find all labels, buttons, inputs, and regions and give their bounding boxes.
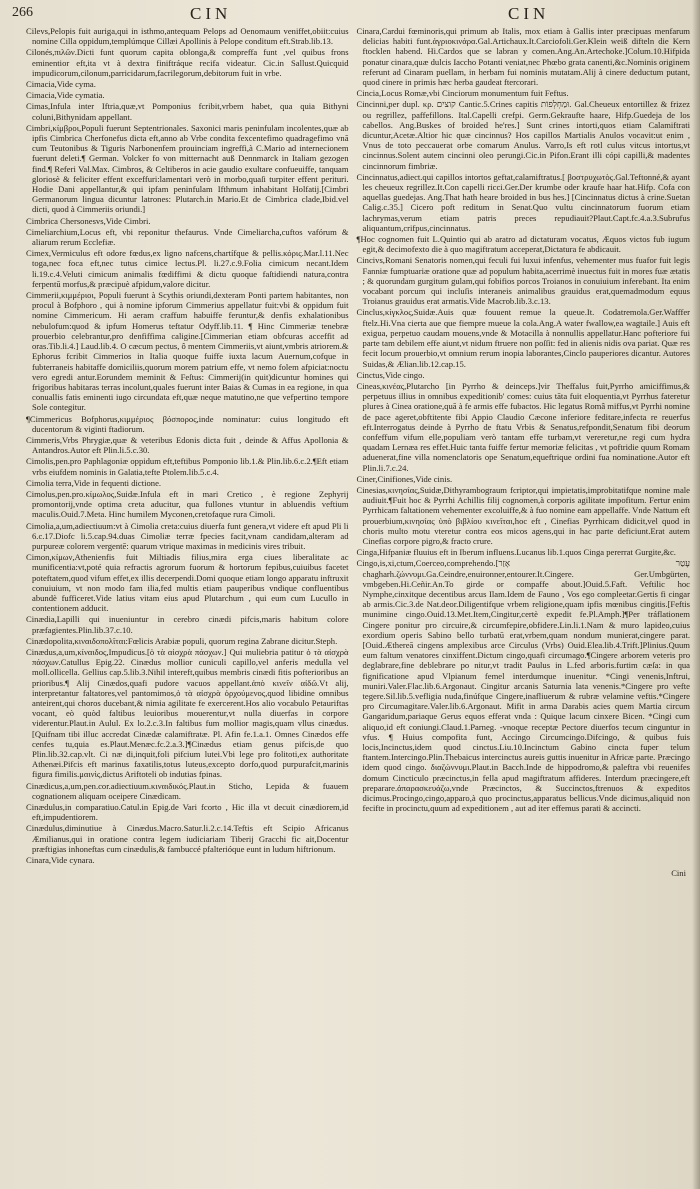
running-headword-left: CIN — [190, 4, 232, 23]
dictionary-entry: Cimacia,Vide cyma. — [26, 79, 96, 90]
dictionary-entry: Cinctus,Vide cingo. — [356, 369, 425, 380]
left-column — [26, 26, 349, 866]
dictionary-entry: Cinga,Hifpaniæ fluuius eft in Iberum influens.Lucanus lib.1.quos Cinga pererrat Gurgite,&c. — [356, 547, 676, 558]
dictionary-entry: Cingo,is,xi,ctum,Coerceo,comprehendo.[עָטַר אָזַר chagharh.ζώννυμι.Ga.Ceindre,enuironner,entourer.It.Cingere. Ger.Umbgürten, vmbgeben.Hi.Ceñir.An.To girde or compaffe about.]Ouid.5.Faft. Veftilic hoc Nymphe,cinxitque decentibus arcus Ilam.Idem de Fauno , Vos ego compleetar.Gertis fi cingar ab armis.Cic.3.de Nat.deor.Diligentifque vrbem religione,quam ipfis mœnibus cingitis.[Feftis munimine cingo.Ouid.13.Met.Item,Cingitur,certè expedit fe.Pl.Amph.]¶Per tráflationem Cingere ponitur pro circuire,& circumfepire,obfidere.Lin.li.1.Nam & muro lapideo,cuius exordium operis Sabino bello turbatū erat,vrbem,quam nondum munierat,cingere parat.[Ouid.Æthereā cingens amplexibus arce Circulus (Vrbs) Ouid.Elea.lib.4.Trift.]Plinius.Quum eum faltum venatores cinxiffent.Dictum cingo,quafi circumago.¶Cingere arborem veteris pro deglabrare,fine deblebrare po nitur,vt tradit Paulus in L.fed arboris.furtim cæſa: in qua fignificatione apud Vlpianum femel interdumque inuenitur. *Cingi venenis,Inftrui, muniri.Valer.Flac.lib.6.Argonaut. Cingitur arcanis Saturnia lata venenis.*Cingere pro vefte tegere.Sil.lib.5.vefligia nuda,finúfque Cingere,inafliuerum & rubræ velamine veftis.*Cingere pro Circumagitare.Valer.lib.6.Argonaut. Mifit in arma Darabis acies quem Martia circum Gangaridum,pariaque Gerus equos efferat vnda : Quique lacum cinxere Bicen. *Cingi cum aliquo,id eft coniungi.Claud.1.Parneg. -vnoque receptæ Pectore diuerfos tecum cinguntur in vfus. ¶ Huius compofita funt, Accingo Circumcingo.Difcingo, & quibus fuis locis,Incinctus,idem quod cinctus.Liu.10.Incinctum Gabino cincta fuper telum ftantem.Intercingo.Plin.Thebaicus intercinctus aureis guttis inuenitur in Africæ parte. Præcingo idem quod cingo. διαζώννυμι.Plaut.in Bacch.Inde de hippodromo,& paleftra vbi reuenifes domum Cincticulo præcinctus,in fella apud magiftratum affideres. Interdum præcingere,eft preparare.ἀπαρασκευάζω,vnde Præcinctos, & Succinctos,ftrenuos & expeditos dicimus.Procingo,cingo,apparo,à quo procinctus,apparatus bellicus.Vnde dicimus,aliquid non fecifte in procinctu,quum ad expeditionem , aut ad iter effemus parati & accincti. — [356, 558, 690, 814]
dictionary-entry: Cinædopolita,κιναιδοπολῖται:Fœlicis Arabiæ populi, quorum regina Zabrane dicitur.Steph. — [26, 635, 338, 646]
dictionary-entry: Cimbri,κίμβροι,Populi fuerunt Septentrionales. Saxonici maris peninfulam incolentes,quæ ab ipfis Cimbrica Cherfonefus dicta eft,anno ab Vrbe condita fexcentefimo quadragefimo vnā cum Teutonibus & Tiguris Narbonenfem prouinciam ingreffi,à C.Mario ad internecionem fuerunt deleti.¶ German. Volcker fo von mitternacht auß Dennmarck in Italiam gezogen find.¶ Referi Val.Max. Cimbros, & Celtiberos in acie gaudio exultare confueuiffe, tanquam gloriosè & feliciter effent exceffuri:lamentari verò in morbo,quaſi turpiter effent perituri. Hodie Dani appellantur,& qui ipfam peninfulam Ifthmum inhabitant Holfatij.[Cimbri Germanorum lingua dicuntur latrones: Plutarch.in Mario.Et de Cimbrica clade,Ibid.vel dicti, quod à Cimmeriis oriundi.] — [26, 122, 349, 215]
catchword: Cini — [671, 868, 686, 879]
dictionary-entry: Cineas,κινέας,Plutarcho [in Pyrrho & deinceps.]vir Theffalus fuit,Pyrrho amiciffimus,& perpetuus illius in omnibus expeditionib' comes: cuius tāta fuit eloquentia,vt Pyrrhus fateretur plures à Cinea oratione,quā à fe armis effe fubactos. Hic legatus Româ miffus,vt Pyrrhi nomine de pace ageret,obftitente fibi Appio Claudio Cæcone inferiore feditare,infecta re reuerfus eft.Interrogatus deinde à Pyrrho de ftatu Vrbis & Senatus,refpondit,Senatum fibi deorum confeffum vifum elle,populiam verò tantam effe turbam,vt vereretur,ne regi cum hydra quadam Lernæa res effet.Huic tanta fuiffe fertur memoriæ felicitas , vt poftridie quum Romam aduenerat,fine villa nomenclatoris ope Senatum,equeftrique ordini fua nominatione.Autor eft Plin.li.7.c.24. — [356, 380, 690, 473]
dictionary-entry: Cinædulus,in comparatiuo.Catul.in Epig.de Vari fcorto , Hic illa vt decuit cinædiorem,id eft,impudentiorem. — [26, 802, 349, 823]
dictionary-entry: ¶Cimmericus Bofphorus,κιμμέριος βόσπορος,inde nominatur: cuius longitudo eft ducentorum & viginti ftadiorum. — [26, 413, 349, 434]
dictionary-entry: Cimmerii,κιμμέριοι, Populi fuerunt à Scythis oriundi,dexteram Ponti partem habitantes, non procul à Bofphoro , qui à nomine ipforum Cimmerius appellatur fuit:vbi & oppidum fuit nomine Cimmericum. Hi aeram craffum habuiffe feruntur,& denfis exhalationibus nebulofum:quod & ipfum Homerus teftatur Odyff.lib.11. ¶ Hinc Cimmeriæ tenebræ prouerbio celebrantur,pro denfiffima caligine.[Cimmerian etiam obfcuras acceffit ad oras.Tib.li.4.] Laud.lib.4. O cæcum pectus, ô mentem Cimmeriis,vt aiunt,vmbris atriorem.& Ephorus fcribit Cimmerios in Italia quoque fuiffe iuxta lacum Auernum,cofque in fubterraneis habitaffe domiciliis,quorum morem patrium effe, vt nemo folem afpiciat:noctu vero egredi antur.Eorundem meminit & Feſtus: Cimmerij(in quit)dicuntur homines qui frigoribus habitaras terras incolunt,quales fuerunt inter Baias & Cumas in ea regione, in qua conuallis fatis eminenti iugo circundata eft,quæ neque matutino,ne que vefpertino tempore Sole contegitur. — [26, 290, 349, 413]
book-spine-shadow — [692, 0, 700, 1189]
dictionary-entry: Cinædulus,diminutiue à Cinædus.Macro.Satur.li.2.c.14.Teftis eft Scipio Africanus Æmilianus,qui in oratione contra legem iudiciariam Tiberij Gracchi fic ait,Docentur præftigias inhoneftas cum cinædulis,& fambuccé pfalterióque eunt in ludum hiftrionum. — [26, 823, 349, 854]
dictionary-entry: Cimex,Vermiculus eft odore fœdus,ex ligno nafcens,chartífque & pellis.κόρις.Mar.l.11.Nec toga,nec foca eft,nec tutus cimice lectus.Pl. li.27.c.9.Folia cimicum necant.Idem li.19.c.4.Veluti cimicum animalis fœdiffimi & dictu quoque faſtidiendi natura,contra ferpentū morfus,& præcipuè afpidum,valore dicitur. — [26, 248, 349, 289]
dictionary-entry: Cimon,κίμων,Athenienfis fuit Miltiadis filius,mira erga ciues liberalitate ac munificentia:vt,poté quia refractis agrorum fuorum & hortorum fepibus,cuiuibus facetet poteftatem,quod vifum effet,ex illis decerpendi.Domi quoque etiam longo apparatu inftruxit conuiuium, vt non modo fam ilia,fed multis etiam pauperibus vndique confluentibus abundè fufficeret.Vide latius vitam eius apud Plutarchum , qui eum cum Lucullo in contentionem adducit. — [26, 552, 349, 614]
dictionary-entry: Cincivs,Romani Senatoris nomen,qui feculi fui luxui infenfus, vehementer mus fuafor fuit legis Fanniæ fumptuariæ oratione quæ ad populum habita,acerrimè inuectus fuit in mores fuæ ætatis ; & quorundam gurgitum gulam,qui fobifios porcos Troianos in conuiuium inferebant. Ita enim vocabant porcum qui incluſis interaneis animalibus grauidus erat,quemadmodum equus Troianus grauidus erat armatis.Vide Macrob.lib.3.c.13. — [356, 255, 690, 307]
dictionary-entry: Cimacia,Vide cymatia. — [26, 90, 105, 101]
dictionary-entry: Cincinnatus,adiect.qui capillos intortos geftat,calamiftratus.[ βοστρυχωτὸς.Gal.Teftonné,& ayant les cheueux regrillez.It.Con capelli ricci.Ger.Der krumbe oder kraufe haar hat.Hifp. Cofa con aquellas guedejas. Ang.That hath heare broided in bus hes.] [Cincinnatus dictus à crine.Suetan Calig.c.35.] Cicero poft reditum in Senat.Quo vultu cincinnatorum fuorum etiam lachrymas,verum etiam patris preces repudiauit?Plaut.Capt.fc.4.a.3.Subrufus aliquantum,crifpus,cincinnatus. — [356, 171, 690, 233]
dictionary-entry: Cilevs,Pelopis fuit auriga,qui in isthmo,antequam Pelops ad Oenomaum veniffet,obiit:cuius nomine Cilla oppidum,templúmque Cillæi Apollinis à Pelope conditum eft.Strab.lib.13. — [26, 26, 349, 47]
dictionary-entry: Cilonés,πιλῶν.Dicti funt quorum capita oblonga,& compreffa funt ,vel quibus frons eminentior eft,ita vt à dextra finiftráque recifa videatur. Cic.in Sallust.Quicquid impudicorum,cilonum,parricidarum,facrilegorum,debitorum fuit in vrbe. — [26, 47, 349, 78]
dictionary-entry: Cinædia,Lapilli qui inueniuntur in cerebro cinædi pifcis,maris habitum colore præfagientes.Plin.lib.37.c.10. — [26, 614, 349, 635]
dictionary-entry: Ciner,Cinifiones,Vide cinis. — [356, 473, 453, 484]
dictionary-entry: Cincia,Locus Romæ,vbi Cinciorum monumentum fuit Feftus. — [356, 88, 569, 99]
running-headword-right: CIN — [508, 4, 550, 23]
dictionary-entry: Cimolis,pen.pro Paphlagoniæ oppidum eft,teftibus Pomponio lib.1.& Plin.lib.6.c.2.¶Eft etiam vrbs eiufdem nominis in Galatia,tefte Ptolem.lib.5.c.4. — [26, 456, 349, 477]
dictionary-entry: Cinclus,κίγκλος,Suidæ.Auis quæ fouuent remue la queue.It. Codatremola.Ger.Wafffer ftelz.Hi.Vna cierta aue que fiempre mueue la cola.Ang.A water fwallow,ea wagtaile.] Auis eft exigua, perpetuo caudam mouens,vnde & Motacilla à nonnullis appellatur.Hanc pofteriore fui parte tam debilem effe aiunt,vt nidum ftruere non poſſit: fed in alienis nidis ova pariat. Quæ res fecit locum prouerbio,vt omnium rerum inopia laborantes,Cinclo pauperiores dicantur. Autores Suidas,& Ælian.lib.12.cap.15. — [356, 307, 690, 369]
dictionary-entry: Cimas,Infula inter Iftria,quæ,vt Pomponius fcribit,vrbem habet, qua quia Bithyni coluni,Bithynidam appellant. — [26, 101, 349, 122]
dictionary-entry: Cimbrica Chersonesvs,Vide Cimbri. — [26, 215, 151, 226]
dictionary-entry: Cimmeris,Vrbs Phrygiæ,quæ & veteribus Edonis dicta fuit , deinde & Affus Apollonia & Antandros.Autor eft Plin.li.5.c.30. — [26, 434, 349, 456]
dictionary-entry: Cimolia terra,Vide in fequenti dictione. — [26, 477, 162, 488]
dictionary-entry: Cinædus,a,um,κίναιδος,Impudicus.[ὁ τὰ αἰσχρὰ πάσχων.] Qui muliebria patitur ὁ τὰ αἰσχρὰ πάσχων.Catullus Epig.22. Cinædus mollior cuniculi capillo,vel anferis medulla vel moll.ollicella. Gellius cap.5.lib.3.Nihil intereft,quibus membris cinædi fitis pofterioribus an prioribus.¶ Alij Cinædos,quafi pudore vacuos appellant.ἀπὸ κινεῖν αἰδῶ.Vt alij, interpretantur faltatores,vel pantomimos,ὁ τὰ αἰσχρὰ ὀρχούμενος,quod libidine omnibus anteirent,qui choros ducebant,& nimia agilitate fe exercerent.Hos alio vocabulo Petauriftas vocant, eò quòd faltibus leuioribus mouerentur,vt nulla diuerfas in corpore viderentur.Plaut.in Aulul. Ex lo.2.c.3.In faltibus fum mollior magis,quam vllus cinædus.[Quifnam tibi illuc accredat Cinædæ calamiftratæ. Pl. Afin fe.1.a.1. Omnes Cinædos effe cenfes tu,quia es.Plaut.Menæc.fc.2.a.3.]¶Cinædus etiam genus pifcis,de quo Plin.lib.32.cap.vlt. Ci næ di,inquit,foli pifcium lutei.Vbi lege pro folitoti,ex authoritate Athenæi.Pifcis eft marinus faxatilis,totus luteus,excepto dorfo,quod purpurafcit,marinis figura fimilis.μαινὶς,dictus Ariftoteli ob indutias fpinas. — [26, 646, 349, 780]
right-column — [357, 26, 690, 866]
dictionary-entry: Cinesias,κινησίας,Suidæ,Dithyrambograum fcriptor,qui impietatis,improbitatifque nomine male audiuit.¶Fuit hoc & Pyrrhi Achillis filij cognomen,à corporis agilitate impofitum. Fertur enim Pyrrhicam faltationem vehementer excoluiffe,& à fuo nomine eam appellaffe. Vnde Nattum eft prouerbium,κινησίας ὑπὸ βιβλίου κινεῖται,hoc eft , Cinefias Pyrrhicam didicit,vel quod in choris multo motu vteretur contra eos micos agens,qui in hac parte deficiunt.Erat autem Cinefias corpore pigro,& fracto crure. — [356, 484, 690, 546]
dictionary-entry: Cinara,Cardui fœminoris,qui primum ab Italis, mox etiam à Gallis inter præcipuas menfarum delicias habiti funt.ἀγριοκινάρα.Gal.Artichaux.It.Carciofoli.Ger.Klein weiß difteln die Kern ftocklen habend. Hi.Cardos que se labran y comen.Ang.An.Artechoke.]Colum.10.Hifpida ponatur cinara,quæ dulcis Iaccho Potanti veniat,nec Phœbo grata canenti,&c.Nominis originem referunt ad Cinaram puellam, in herbam fui nominis mutatam.Alij à cinere deductum putant, quod cinere in primis hæc herba gaudeat ftercorari. — [356, 26, 690, 88]
page-number: 266 — [12, 5, 33, 20]
text-columns — [12, 26, 690, 866]
dictionary-entry: Cimeliarchium,Locus eft, vbi reponitur thefaurus. Vnde Cimeliarcha,cuftos vafórum & aliarum rerum Ecclefiæ. — [26, 226, 349, 248]
dictionary-entry: Cimolus,pen.pro.κίμωλος,Suidæ.Infula eft in mari Cretico , è regione Zephyrij promontorij,vnde optima creta aducitur, qua fullones vtuntur in abluendis veftium maculis.Ouid.7.Meta. Hinc humilem Myconen,cretofaque rura Cimoli. — [26, 488, 349, 520]
dictionary-entry: Cinara,Vide cynara. — [26, 855, 95, 866]
dictionary-entry: Cimolia,a,um,adiectiuum:vt à Cimolia creta:cuius diuerfa funt genera,vt videre eft apud Pli li 6.c.17.Diofc li.5.cap.94.duas Cimoliæ terræ fpecies facit,vnam candidam,alteram ad purpureæ colorem vergentē: quarum vtrique maximas in medicinis vires tribuit. — [26, 520, 349, 551]
dictionary-entry: Cincinni,per dupl. κρ. קוצים Cantic.5.Crines capitis וּמַחְלְפוֹת. Gal.Cheueux entortillez & frizez ou regrillez, paffefillons. Ital.Capelli crefpi. Germ.Gekraufte haare, Hifp.Guedeja de los cabellos. Ang.Buskes of broided he'res.] Sunt crines intorti,quos etiam Calamiftrati dicuntur,Acetæ.Altior hic quæ cincinnus? Hos capillos Martialis Anulos vocavit:ut enim , Vnus de toto peccauerat orbe comarum Anulus. Varro,Is eft rotl culus vitcus intortus,vt cincinnus.Solent autem cincinni oleo perungi.Cic.in Pifon.Erant illi cópi capilli,& madentes cincinnorum fimbriæ. — [356, 99, 690, 171]
dictionary-entry: ¶Hoc cognomen fuit L.Quintio qui ab aratro ad dictaturam vocatus, Æquos victos fub iugum egit,& decimofexto die à quo magiftratum acceperat,Dictatura fe abdicauit. — [356, 234, 690, 255]
running-header — [12, 4, 690, 26]
dictionary-entry: Cinædicus,a,um,pen.cor.adiectiuum.κιναιδικός.Plaut.in Sticho, Lepida & fuauem cognationem aliquam oceipere Cinædicam. — [26, 780, 349, 801]
